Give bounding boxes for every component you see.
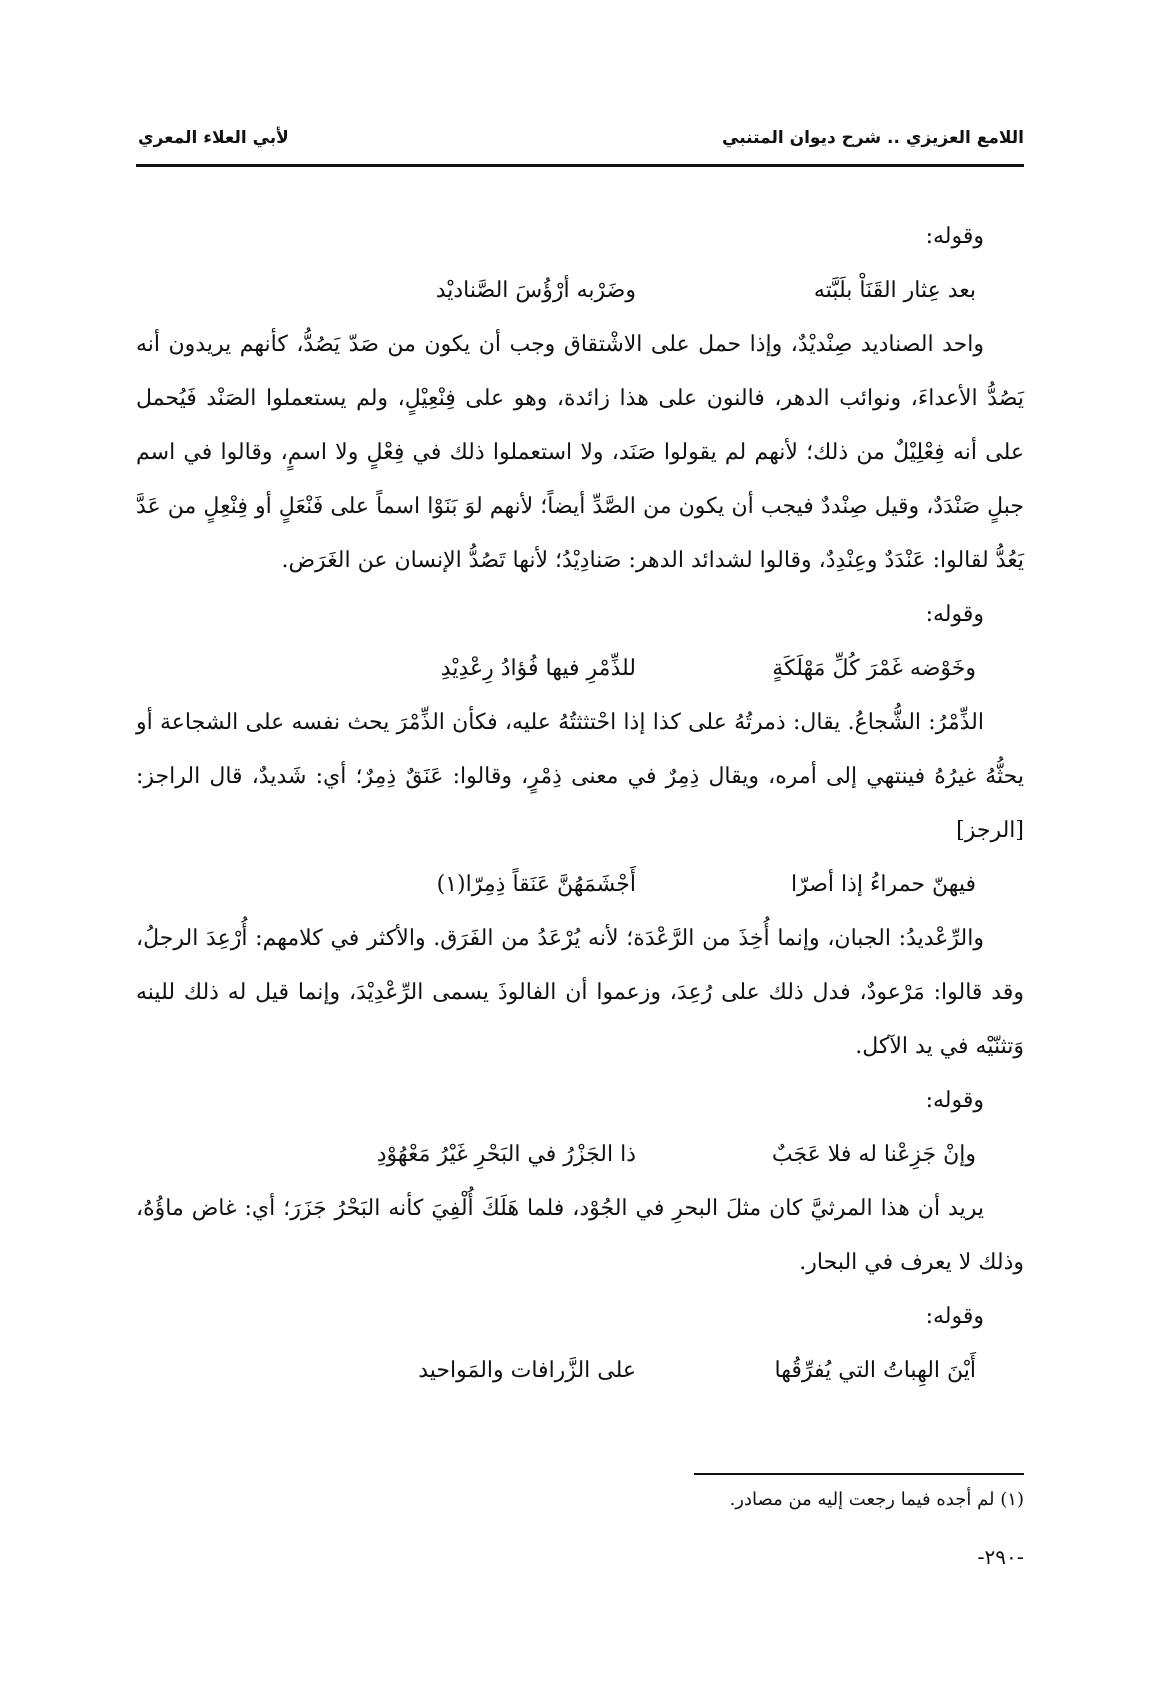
- footnote: (١) لم أجده فيما رجعت إليه من مصادر.: [729, 1489, 1024, 1510]
- verse-intro: وقوله:: [925, 1088, 984, 1113]
- page-number: -٢٩٠-: [977, 1545, 1024, 1569]
- verse-first-hemistich: فيهنّ حمراءُ إذا أصرّا: [790, 872, 976, 897]
- verse-line: [136, 264, 976, 318]
- verse-intro: وقوله:: [925, 1304, 984, 1329]
- verse-intro: وقوله:: [925, 602, 984, 627]
- header-rule: [136, 164, 1024, 167]
- header-author: لأبي العلاء المعري: [138, 128, 289, 148]
- verse-first-hemistich: أَيْنَ الهِباتُ التي يُفرِّقُها: [774, 1358, 976, 1383]
- commentary-paragraph: واحد الصناديد صِنْديْدٌ، وإذا حمل على الاشْتقاق وجب أن يكون من صَدّ يَصُدُّ، كأنهم يريدون أنه يَصُدُّ الأعداءَ، ونوائب الدهر، فالنون على هذا زائدة، وهو على فِنْعِيْلٍ، ولم يستعملوا الصَنْد فَيُحمل على أنه فِعْلِيْلٌ من ذلك؛ لأنهم لم يقولوا صَنَد، ولا استعملوا ذلك في فِعْلٍ ولا اسمٍ، وقالوا في اسم جبلٍ صَنْدَدٌ، وقيل صِنْددٌ فيجب أن يكون من الصَّدِّ أيضاً؛ لأنهم لوَ بَنَوْا اسماً على فَنْعَلٍ أو فِنْعِلٍ من عَدَّ يَعُدُّ لقالوا: عَنْدَدٌ وعِنْدِدٌ، وقالوا لشدائد الدهر: صَنادِيْدُ؛ لأنها تَصُدُّ الإنسان عن الغَرَض.: [136, 332, 1024, 573]
- commentary-paragraph: الذِّمْرُ: الشُّجاعُ. يقال: ذمرتُهُ على كذا إذا احْتثثتُهُ عليه، فكأن الذِّمْرَ يحث نفسه على الشجاعة أو يحثُّهُ غيرُهُ فينتهي إلى أمره، ويقال ذِمِرٌ في معنى ذِمْرٍ، وقالوا: عَنَقٌ ذِمِرٌ؛ أي: شَديدٌ، قال الراجز: [الرجز]: [136, 710, 1024, 843]
- verse-second-hemistich: أَجْشَمَهُنَّ عَنَقاً ذِمِرّا(١): [436, 872, 636, 897]
- header-book-title: اللامع العزيزي .. شرح ديوان المتنبي: [722, 128, 1024, 148]
- verse-second-hemistich: للذِّمْرِ فيها فُؤادُ رِعْدِيْدِ: [440, 656, 636, 681]
- footnote-rule: [694, 1473, 1024, 1475]
- verse-second-hemistich: وضَرْبه أرْؤُسَ الصَّناديْد: [435, 278, 636, 303]
- verse-first-hemistich: بعد عِثار القَنَاْ بلَبَّته: [813, 278, 976, 303]
- verse-line: [136, 1128, 976, 1182]
- commentary-paragraph: والرِّعْديدُ: الجبان، وإنما أُخِذَ من الرَّعْدَة؛ لأنه يُرْعَدُ من الفَرَق. والأكثر في كلامهم: أُرْعِدَ الرجلُ، وقد قالوا: مَرْعودٌ، فدل ذلك على رُعِدَ، وزعموا أن الفالوذَ يسمى الرِّعْدِيْدَ، وإنما قيل له ذلك للينه وَتثنّيْه في يد الآكل.: [136, 926, 1024, 1059]
- verse-intro: وقوله:: [925, 224, 984, 249]
- verse-second-hemistich: ذا الجَزْرُ في البَحْرِ غَيْرُ مَعْهُوْدِ: [376, 1142, 636, 1167]
- verse-second-hemistich: على الزَّرافات والمَواحيد: [418, 1358, 636, 1383]
- verse-first-hemistich: وإنْ جَزِعْنا له فلا عَجَبٌ: [771, 1142, 976, 1167]
- verse-line: [136, 858, 976, 912]
- running-header: [138, 118, 1024, 158]
- verse-line: [136, 1344, 976, 1398]
- commentary-paragraph: يريد أن هذا المرثيَّ كان مثلَ البحرِ في الجُوْد، فلما هَلَكَ أُلْفِيَ كأنه البَحْرُ جَزَرَ؛ أي: غاض ماؤُهُ، وذلك لا يعرف في البحار.: [136, 1196, 1024, 1275]
- verse-first-hemistich: وخَوْضه غَمْرَ كُلِّ مَهْلَكَةٍ: [772, 656, 976, 681]
- page-body: [136, 210, 1024, 1398]
- verse-line: [136, 642, 976, 696]
